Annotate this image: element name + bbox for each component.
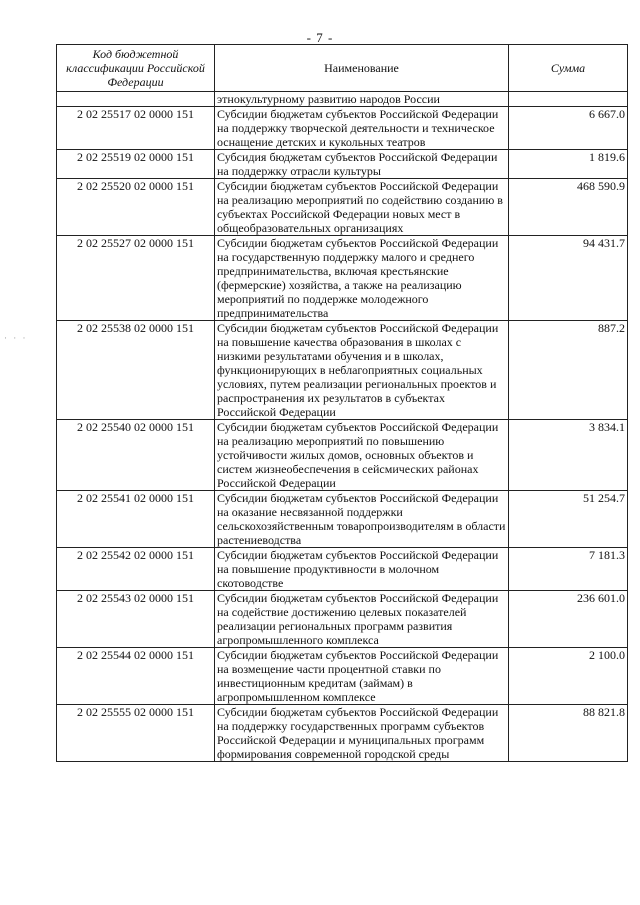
budget-code-cell: 2 02 25541 02 0000 151 [57,491,215,548]
continuation-row [57,92,628,107]
item-name-cell: Субсидии бюджетам субъектов Российской Федерации на оказание несвязанной поддержки сельскохозяйственным товаропроизводителям в области растениеводства [215,491,509,548]
amount-cell: 2 100.0 [509,648,628,705]
table-row [57,179,628,236]
table-row [57,705,628,762]
budget-code-cell: 2 02 25538 02 0000 151 [57,321,215,420]
budget-code-cell: 2 02 25540 02 0000 151 [57,420,215,491]
item-name-cell: Субсидии бюджетам субъектов Российской Федерации на повышение качества образования в школах с низкими результатами обучения и в школах, функционирующих в неблагоприятных социальных условиях, путем реализации региональных проектов и распространения их результатов в субъектах Российской Федерации [215,321,509,420]
amount-cell: 51 254.7 [509,491,628,548]
budget-code-cell: 2 02 25555 02 0000 151 [57,705,215,762]
amount-cell: 7 181.3 [509,548,628,591]
table-row [57,548,628,591]
amount-cell: 94 431.7 [509,236,628,321]
continuation-name-cell: этнокультурному развитию народов России [215,92,509,107]
amount-cell: 236 601.0 [509,591,628,648]
item-name-cell: Субсидии бюджетам субъектов Российской Федерации на поддержку государственных программ субъектов Российской Федерации и муниципальных программ формирования современной городской среды [215,705,509,762]
budget-code-cell: 2 02 25543 02 0000 151 [57,591,215,648]
budget-table [56,44,628,762]
table-header-row [57,45,628,92]
amount-cell: 3 834.1 [509,420,628,491]
item-name-cell: Субсидии бюджетам субъектов Российской Федерации на государственную поддержку малого и среднего предпринимательства, включая крестьянские (фермерские) хозяйства, а также на реализацию мероприятий по поддержке молодежного предпринимательства [215,236,509,321]
item-name-cell: Субсидии бюджетам субъектов Российской Федерации на реализацию мероприятий по повышению устойчивости жилых домов, основных объектов и систем жизнеобеспечения в сейсмических районах Российской Федерации [215,420,509,491]
amount-cell: 1 819.6 [509,150,628,179]
table-row [57,150,628,179]
table-row [57,236,628,321]
continuation-sum-cell [509,92,628,107]
amount-cell: 6 667.0 [509,107,628,150]
page-number: - 7 - [306,30,334,45]
item-name-cell: Субсидии бюджетам субъектов Российской Федерации на реализацию мероприятий по содействию созданию в субъектах Российской Федерации новых мест в общеобразовательных организациях [215,179,509,236]
header-name: Наименование [215,45,509,92]
item-name-cell: Субсидии бюджетам субъектов Российской Федерации на повышение продуктивности в молочном скотоводстве [215,548,509,591]
table-row [57,648,628,705]
table-row [57,321,628,420]
item-name-cell: Субсидия бюджетам субъектов Российской Федерации на поддержку отрасли культуры [215,150,509,179]
table-row [57,591,628,648]
budget-code-cell: 2 02 25544 02 0000 151 [57,648,215,705]
budget-code-cell: 2 02 25517 02 0000 151 [57,107,215,150]
table-row [57,107,628,150]
table-row [57,491,628,548]
header-sum: Сумма [509,45,628,92]
continuation-code-cell [57,92,215,107]
amount-cell: 468 590.9 [509,179,628,236]
budget-code-cell: 2 02 25520 02 0000 151 [57,179,215,236]
amount-cell: 887.2 [509,321,628,420]
item-name-cell: Субсидии бюджетам субъектов Российской Федерации на возмещение части процентной ставки по инвестиционным кредитам (займам) в агропромышленном комплексе [215,648,509,705]
budget-code-cell: 2 02 25542 02 0000 151 [57,548,215,591]
amount-cell: 88 821.8 [509,705,628,762]
item-name-cell: Субсидии бюджетам субъектов Российской Федерации на содействие достижению целевых показателей реализации региональных программ развития агропромышленного комплекса [215,591,509,648]
table-row [57,420,628,491]
budget-code-cell: 2 02 25519 02 0000 151 [57,150,215,179]
budget-code-cell: 2 02 25527 02 0000 151 [57,236,215,321]
header-code: Код бюджетной классификации Российской Федерации [57,45,215,92]
item-name-cell: Субсидии бюджетам субъектов Российской Федерации на поддержку творческой деятельности и техническое оснащение детских и кукольных театров [215,107,509,150]
scan-artifact: · · · [4,333,28,343]
